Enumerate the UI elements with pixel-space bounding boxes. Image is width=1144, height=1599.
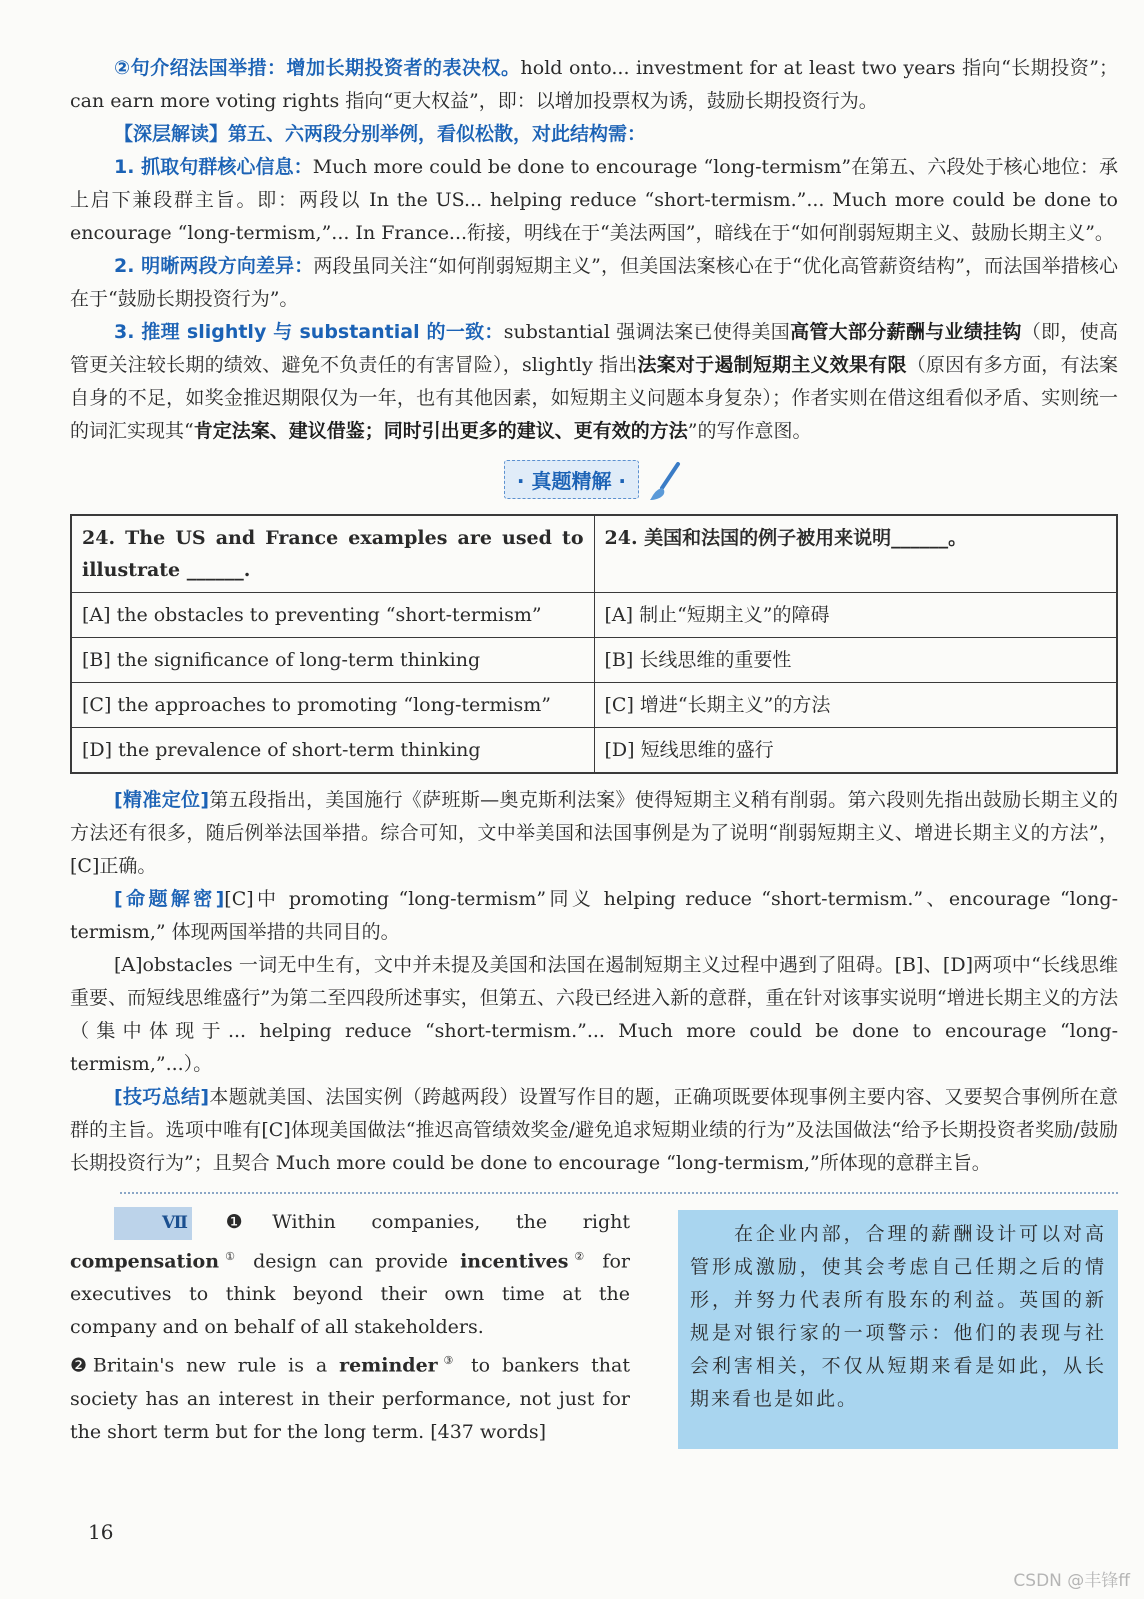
item-emphasis: 肯定法案、建议借鉴；同时引出更多的建议、更有效的方法 bbox=[193, 420, 688, 442]
passage-english bbox=[70, 1206, 630, 1449]
explain-label: [技巧总结] bbox=[114, 1086, 210, 1108]
section-banner bbox=[70, 460, 1118, 504]
passage-text: Britain's new rule is a bbox=[92, 1354, 340, 1377]
vocab-word: compensation bbox=[70, 1250, 220, 1273]
passage-text: for executives to think beyond their own time at the company and on behalf of all stakeholders. bbox=[70, 1250, 630, 1339]
translation-box bbox=[678, 1210, 1118, 1449]
table-row bbox=[71, 683, 1117, 728]
option-a-zh: [A] 制止“短期主义”的障碍 bbox=[594, 593, 1117, 638]
option-b-zh: [B] 长线思维的重要性 bbox=[594, 638, 1117, 683]
watermark: CSDN @丰锋ff bbox=[1013, 1571, 1130, 1591]
analysis-item-2 bbox=[70, 250, 1118, 316]
table-row bbox=[71, 515, 1117, 593]
item-label: 3. 推理 slightly 与 substantial 的一致： bbox=[114, 321, 504, 343]
table-row bbox=[71, 728, 1117, 774]
explain-secret bbox=[70, 883, 1118, 949]
vocab-word: incentives bbox=[460, 1250, 569, 1273]
analysis-item-3 bbox=[70, 316, 1118, 448]
brush-icon bbox=[648, 462, 684, 506]
item-text: （即，使高管更关注较长期的绩效、避免不负责任的有害冒险），slightly 指出 bbox=[70, 321, 1118, 376]
explain-skill bbox=[70, 1081, 1118, 1180]
explain-text: [C]中 promoting “long-termism”同义 helping reduce “short-termism.”、encourage “long-termism,” 体现两国举措的共同目的。 bbox=[70, 888, 1118, 943]
explain-text: 本题就美国、法国实例（跨越两段）设置写作目的题，正确项既要体现事例主要内容、又要契合事例所在意群的主旨。选项中唯有[C]体现美国做法“推迟高管绩效奖金/避免追求短期业绩的行为”及法国做法“给予长期投资者奖励/鼓励长期投资行为”；且契合 Much more could be done to encourage “long-termism,”所体现的意群主旨。 bbox=[70, 1086, 1118, 1174]
table-row bbox=[71, 593, 1117, 638]
item-label: 2. 明晰两段方向差异： bbox=[114, 255, 314, 277]
item-emphasis: 高管大部分薪酬与业绩挂钩 bbox=[790, 321, 1022, 343]
explain-locate bbox=[70, 784, 1118, 883]
passage-section bbox=[70, 1206, 1118, 1449]
analysis-paragraph-1 bbox=[70, 52, 1118, 118]
question-table bbox=[70, 514, 1118, 774]
analysis-item-1 bbox=[70, 151, 1118, 250]
vocab-note: ① bbox=[219, 1250, 241, 1263]
option-c-en: [C] the approaches to promoting “long-termism” bbox=[71, 683, 594, 728]
option-d-zh: [D] 短线思维的盛行 bbox=[594, 728, 1117, 774]
vocab-note: ② bbox=[568, 1250, 591, 1263]
item-text: Much more could be done to encourage “long-termism”在第五、六段处于核心地位：承上启下兼段群主旨。即：两段以 In the US... helping reduce “short-termism.”... Much more could be done to encourage “long-termism,”... In France...衔接，明线在于“美法两国”，暗线在于“如何削弱短期主义、鼓励长期主义”。 bbox=[70, 156, 1118, 244]
question-stem-zh: 24. 美国和法国的例子被用来说明______。 bbox=[594, 515, 1117, 593]
passage-text: Within companies, the right bbox=[272, 1211, 630, 1233]
sentence-number: ❷ bbox=[70, 1354, 93, 1377]
sentence-number: ❶ bbox=[195, 1211, 273, 1233]
explain-text: 第五段指出，美国施行《萨班斯—奥克斯利法案》使得短期主义稍有削弱。第六段则先指出鼓励长期主义的方法还有很多，随后例举法国举措。综合可知，文中举美国和法国事例是为了说明“削弱短期主义、增进长期主义的方法”，[C]正确。 bbox=[70, 789, 1118, 877]
dotted-divider bbox=[120, 1192, 1118, 1194]
explain-label: [命题解密] bbox=[114, 888, 225, 910]
item-text: （原因有多方面，有法案自身的不足，如奖金推迟期限仅为一年，也有其他因素，如短期主义问题本身复杂）；作者实则在借这组看似矛盾、实则统一的词汇实现其“ bbox=[70, 354, 1118, 442]
page-number: 16 bbox=[88, 1520, 114, 1544]
option-b-en: [B] the significance of long-term thinking bbox=[71, 638, 594, 683]
option-d-en: [D] the prevalence of short-term thinking bbox=[71, 728, 594, 774]
question-stem-en: 24. The US and France examples are used to illustrate ______. bbox=[71, 515, 594, 593]
item-text: substantial 强调法案已使得美国 bbox=[503, 321, 791, 343]
option-c-zh: [C] 增进“长期主义”的方法 bbox=[594, 683, 1117, 728]
item-label: 1. 抓取句群核心信息： bbox=[114, 156, 313, 178]
passage-text: design can provide bbox=[240, 1250, 461, 1273]
item-emphasis: 法案对于遏制短期主义效果有限 bbox=[637, 354, 907, 376]
explain-other-options: [A]obstacles 一词无中生有，文中并未提及美国和法国在遏制短期主义过程中遇到了阻碍。[B]、[D]两项中“长线思维重要、而短线思维盛行”为第二至四段所述事实，但第五、六段已经进入新的意群，重在针对该事实说明“增进长期主义的方法（集中体现于... helping reduce “short-termism.”... Much more could be done to encourage “long-termism,”...）。 bbox=[70, 954, 1118, 1075]
passage-paragraph bbox=[70, 1206, 630, 1449]
page-content bbox=[70, 52, 1118, 1449]
analysis-label: ②句介绍法国举措：增加长期投资者的表决权。 bbox=[114, 57, 521, 79]
banner-label: · 真题精解 · bbox=[504, 460, 639, 499]
vocab-note: ③ bbox=[437, 1354, 460, 1368]
explain-label: [精准定位] bbox=[114, 789, 210, 811]
paragraph-number-badge: Ⅶ bbox=[114, 1207, 192, 1240]
analysis-text: hold onto... investment for at least two years 指向“长期投资”；can earn more voting rights 指向“更大权益”，即：以增加投票权为诱，鼓励长期投资行为。 bbox=[70, 57, 1118, 112]
passage-text: to bankers that society has an interest in their performance, not just for the short term but for the long term. [437 words] bbox=[70, 1354, 630, 1443]
table-row bbox=[71, 638, 1117, 683]
vocab-word: reminder bbox=[339, 1354, 438, 1377]
deep-reading-title: 【深层解读】第五、六两段分别举例，看似松散，对此结构需： bbox=[114, 123, 647, 145]
item-text: 两段虽同关注“如何削弱短期主义”，但美国法案核心在于“优化高管薪资结构”，而法国举措核心在于“鼓励长期投资行为”。 bbox=[70, 255, 1118, 310]
translation-text: 在企业内部，合理的薪酬设计可以对高管形成激励，使其会考虑自己任期之后的情形，并努力代表所有股东的利益。英国的新规是对银行家的一项警示：他们的表现与社会利害相关，不仅从短期来看是如此，从长期来看也是如此。 bbox=[690, 1223, 1106, 1410]
item-text: ”的写作意图。 bbox=[687, 420, 812, 442]
option-a-en: [A] the obstacles to preventing “short-termism” bbox=[71, 593, 594, 638]
